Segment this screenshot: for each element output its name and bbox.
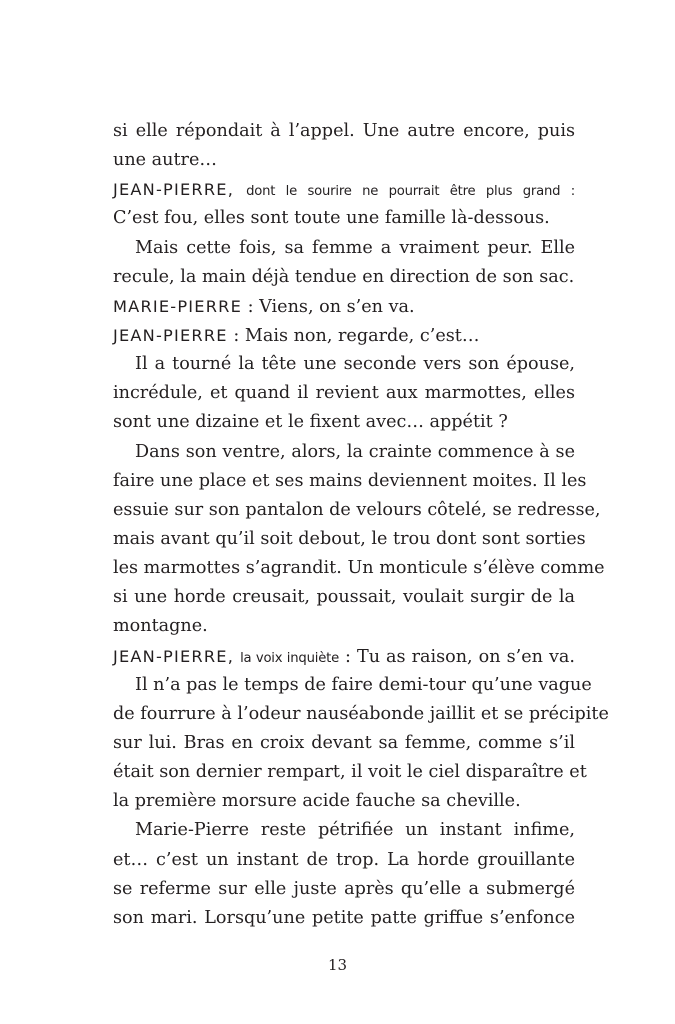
text-line: Il a tourné la tête une seconde vers son épouse,: [135, 354, 575, 375]
text-line: de fourrure à l’odeur nauséabonde jaillit et se précipite: [113, 703, 609, 724]
dialogue-line: [113, 175, 575, 204]
text-line: les marmottes s’agrandit. Un monticule s’élève comme: [113, 558, 605, 579]
text-line: était son dernier rempart, il voit le ciel disparaître et: [113, 762, 587, 783]
text-line: C’est fou, elles sont toute une famille là-dessous.: [113, 208, 550, 229]
speaker-name: MARIE-PIERRE: [113, 296, 243, 316]
dialogue-text: : Mais non, regarde, c’est…: [233, 325, 480, 346]
text-line: la première morsure acide fauche sa cheville.: [113, 791, 521, 812]
text-line: Dans son ventre, alors, la crainte commence à se: [135, 441, 575, 462]
text-line: et… c’est un instant de trop. La horde grouillante: [113, 849, 575, 870]
text-line: sont une dizaine et le fixent avec… appétit ?: [113, 412, 508, 433]
page-number: 13: [327, 956, 348, 974]
text-line: faire une place et ses mains deviennent moites. Il les: [113, 470, 587, 491]
text-line: sur lui. Bras en croix devant sa femme, comme s’il: [113, 732, 575, 753]
text-line: se referme sur elle juste après qu’elle a submergé: [113, 878, 575, 899]
text-line: son mari. Lorsqu’une petite patte griffue s’enfonce: [113, 907, 575, 928]
text-line: une autre…: [113, 150, 217, 171]
stage-direction: dont le sourire ne pourrait être plus grand :: [246, 184, 575, 200]
dialogue-line: [113, 292, 575, 321]
body-text: [113, 117, 609, 933]
text-line: Il n’a pas le temps de faire demi-tour qu’une vague: [135, 674, 592, 695]
dialogue-text: : Viens, on s’en va.: [247, 296, 415, 317]
text-line: mais avant qu’il soit debout, le trou dont sont sorties: [113, 528, 586, 549]
dialogue-line: [113, 321, 575, 350]
speaker-name: JEAN-PIERRE,: [113, 646, 235, 666]
dialogue-line: [113, 642, 575, 671]
dialogue-text: : Tu as raison, on s’en va.: [345, 646, 576, 667]
text-line: recule, la main déjà tendue en direction de son sac.: [113, 266, 575, 287]
text-line: si une horde creusait, poussait, voulait surgir de la: [113, 587, 575, 608]
speaker-name: JEAN-PIERRE: [113, 325, 228, 345]
text-line: incrédule, et quand il revient aux marmottes, elles: [113, 383, 575, 404]
text-line: Marie-Pierre reste pétrifiée un instant infime,: [135, 820, 575, 841]
speaker-name: JEAN-PIERRE,: [113, 180, 235, 200]
text-line: montagne.: [113, 616, 208, 637]
text-line: Mais cette fois, sa femme a vraiment peur. Elle: [135, 237, 575, 258]
text-line: essuie sur son pantalon de velours côtelé, se redresse,: [113, 499, 601, 520]
stage-direction: la voix inquiète: [240, 650, 340, 666]
text-line: si elle répondait à l’appel. Une autre encore, puis: [113, 121, 575, 141]
